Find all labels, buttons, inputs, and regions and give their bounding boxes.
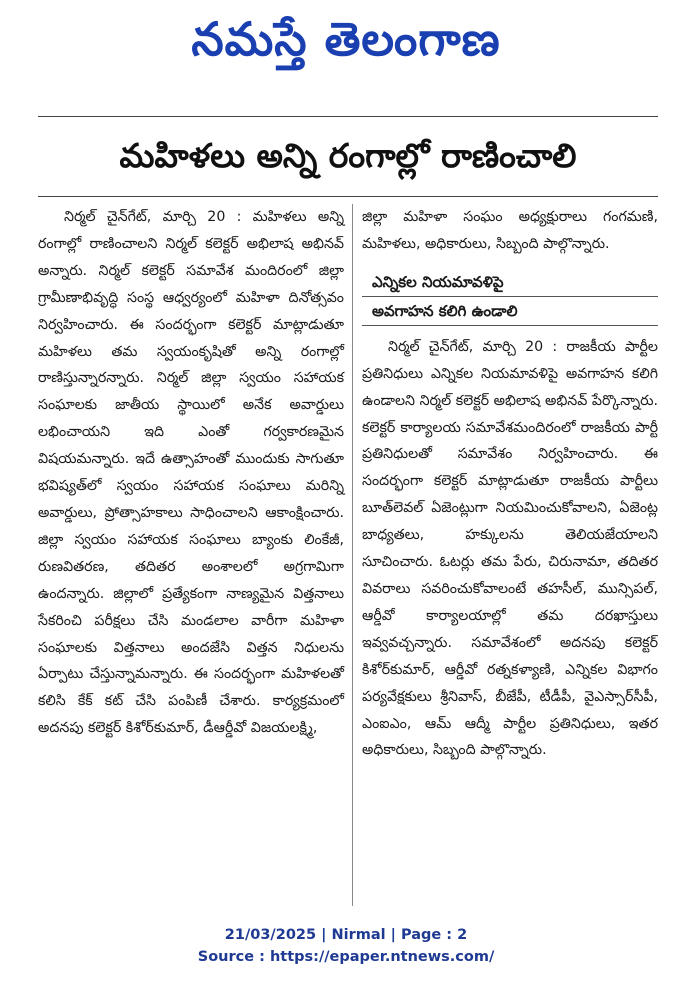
masthead	[0, 8, 692, 70]
sub-headline	[362, 268, 658, 326]
top-rule	[38, 116, 658, 117]
column-divider	[352, 204, 353, 906]
headline-rule	[38, 196, 658, 197]
sub-headline-line-1: ఎన్నికల నియమావళిపై	[372, 272, 504, 291]
footer-source: Source : https://epaper.ntnews.com/	[197, 949, 495, 965]
left-body-text: నిర్మల్ చైన్‌గేట్, మార్చి 20 : మహిళలు అన్ని రంగాల్లో రాణించాలని నిర్మల్ కలెక్టర్ అభిలాష అభినవ్ అన్నారు. నిర్మల్ కలెక్టర్ సమావేశ మందిరంలో జిల్లా గ్రామీణాభివృద్ధి సంస్థ ఆధ్వర్యంలో మహిళా దినోత్సవం నిర్వహించారు. ఈ సందర్భంగా కలెక్టర్ మాట్లాడుతూ మహిళలు తమ స్వయంకృషితో అన్ని రంగాల్లో రాణిస్తున్నారన్నారు. నిర్మల్ జిల్లా స్వయం సహాయక సంఘాలకు జాతీయ స్థాయిలో అనేక అవార్డులు లభించాయని ఇది ఎంతో గర్వకారణమైన విషయమన్నారు. ఇదే ఉత్సాహంతో ముందుకు సాగుతూ భవిష్యత్‌లో స్వయం సహాయక సంఘాలు మరిన్ని అవార్డులు, ప్రోత్సాహకాలు సాధించాలని ఆకాంక్షించారు. జిల్లా స్వయం సహాయక సంఘాలు బ్యాంకు లింకేజీ, రుణవితరణ, తదితర అంశాలలో అగ్రగామిగా ఉందన్నారు. జిల్లాలో ప్రత్యేకంగా నాణ్యమైన విత్తనాలు సేకరించి పరీక్షలు చేసి మండలాల వారీగా మహిళా సంఘాలకు విత్తనాలు అందజేసి విత్తన నిధులను ఏర్పాటు చేస్తున్నామన్నారు. ఈ సందర్భంగా మహిళలతో కలిసి కేక్ కట్ చేసి పంపిణీ చేశారు. కార్యక్రమంలో అదనపు కలెక్టర్ కిశోర్‌కుమార్, డీఆర్డీవో విజయలక్ష్మి,	[38, 209, 344, 737]
page-footer	[0, 924, 692, 968]
footer-date-edition: 21/03/2025 | Nirmal | Page : 2	[224, 927, 468, 943]
right-lead-text: జిల్లా మహిళా సంఘం అధ్యక్షురాలు గంగమణి, మహిళలు, అధికారులు, సిబ్బంది పాల్గొన్నారు.	[362, 209, 658, 252]
article-right-column	[362, 204, 658, 764]
newspaper-logo: నమస్తే తెలంగాణ	[191, 12, 501, 66]
article-headline: మహిళలు అన్ని రంగాల్లో రాణించాలి	[119, 136, 577, 175]
sub-headline-line-2: అవగాహన కలిగి ఉండాలి	[362, 296, 658, 326]
article-left-column	[38, 204, 344, 742]
right-body-text: నిర్మల్ చైన్‌గేట్, మార్చి 20 : రాజకీయ పార్టీల ప్రతినిధులు ఎన్నికల నియమావళిపై అవగాహన కలిగి ఉండాలని నిర్మల్ కలెక్టర్ అభిలాష అభినవ్ పేర్కొన్నారు. కలెక్టర్ కార్యాలయ సమావేశమందిరంలో రాజకీయ పార్టీ ప్రతినిధులతో సమావేశం నిర్వహించారు. ఈ సందర్భంగా కలెక్టర్ మాట్లాడుతూ రాజకీయ పార్టీలు బూత్‌లెవల్ ఏజెంట్లుగా నియమించుకోవాలని, ఏజెంట్ల బాధ్యతలు, హక్కులను తెలియజేయాలని సూచించారు. ఓటర్లు తమ పేరు, చిరునామా, తదితర వివరాలు సవరించుకోవాలంటే తహసీల్, మున్సిపల్, ఆర్డీవో కార్యాలయాల్లో తమ దరఖాస్తులు ఇవ్వవచ్చన్నారు. సమావేశంలో అదనపు కలెక్టర్ కిశోర్‌కుమార్, ఆర్డీవో రత్నకళ్యాణి, ఎన్నికల విభాగం పర్యవేక్షకులు శ్రీనివాస్, బీజేపీ, టీడీపీ, వైఎస్సార్‌సీపీ, ఎంఐఎం, ఆమ్ ఆద్మీ పార్టీల ప్రతినిధులు, ఇతర అధికారులు, సిబ్బంది పాల్గొన్నారు.	[362, 338, 658, 759]
